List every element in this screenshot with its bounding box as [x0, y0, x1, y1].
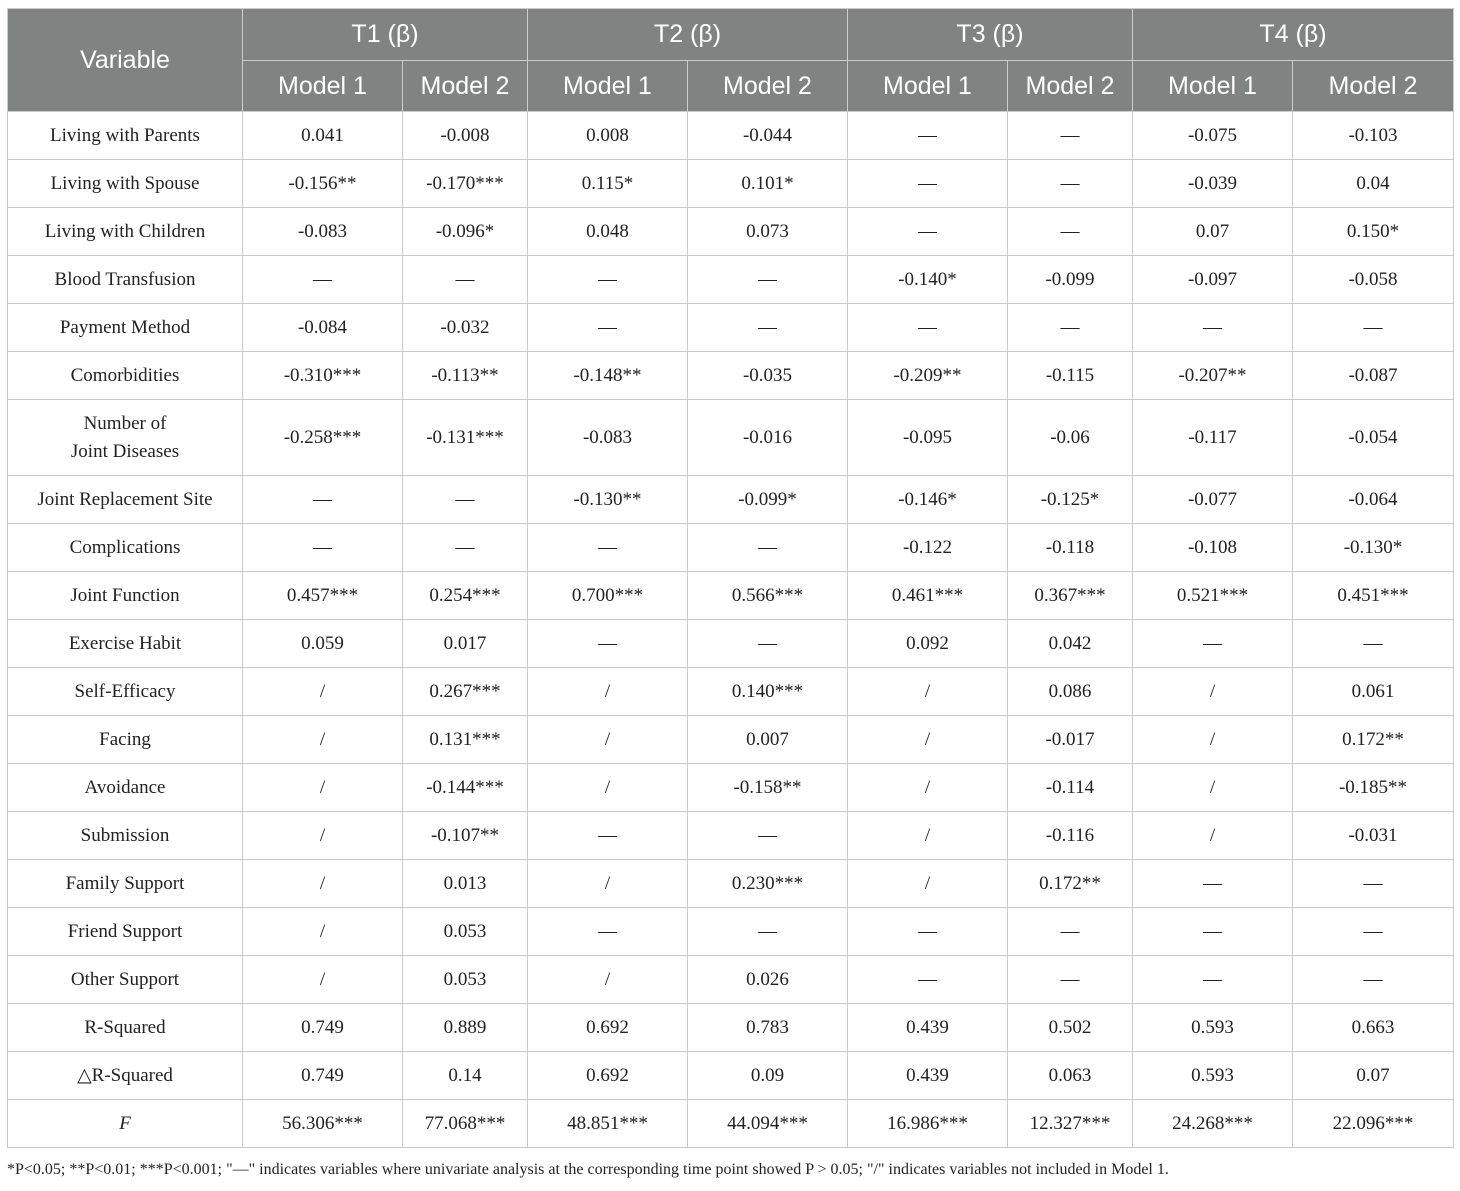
table-cell: —: [243, 256, 403, 304]
table-cell: 0.048: [528, 208, 688, 256]
table-cell: /: [243, 668, 403, 716]
table-row: [8, 112, 1454, 160]
table-cell: -0.064: [1293, 476, 1454, 524]
variable-label-line: Joint Diseases: [70, 440, 180, 462]
table-cell: /: [243, 860, 403, 908]
table-cell: -0.095: [848, 400, 1008, 476]
table-cell: —: [528, 304, 688, 352]
model-header: Model 2: [688, 61, 848, 112]
table-cell: /: [848, 860, 1008, 908]
table-cell: 0.053: [403, 908, 528, 956]
table-cell: -0.054: [1293, 400, 1454, 476]
variable-label: Avoidance: [8, 764, 243, 812]
variable-label: F: [8, 1100, 243, 1148]
table-cell: -0.077: [1133, 476, 1293, 524]
table-cell: /: [848, 812, 1008, 860]
table-cell: —: [1008, 304, 1133, 352]
table-cell: 0.593: [1133, 1004, 1293, 1052]
table-cell: /: [528, 764, 688, 812]
table-cell: 0.053: [403, 956, 528, 1004]
table-cell: -0.170***: [403, 160, 528, 208]
table-cell: 0.092: [848, 620, 1008, 668]
variable-label: Submission: [8, 812, 243, 860]
table-cell: /: [528, 860, 688, 908]
table-cell: 0.451***: [1293, 572, 1454, 620]
table-row: [8, 160, 1454, 208]
table-cell: /: [243, 764, 403, 812]
table-cell: -0.146*: [848, 476, 1008, 524]
table-cell: 56.306***: [243, 1100, 403, 1148]
table-cell: —: [848, 304, 1008, 352]
table-cell: -0.087: [1293, 352, 1454, 400]
table-cell: —: [1008, 908, 1133, 956]
table-cell: -0.083: [528, 400, 688, 476]
table-cell: -0.117: [1133, 400, 1293, 476]
table-cell: 22.096***: [1293, 1100, 1454, 1148]
table-cell: -0.107**: [403, 812, 528, 860]
table-row: [8, 352, 1454, 400]
table-cell: 0.14: [403, 1052, 528, 1100]
table-cell: -0.125*: [1008, 476, 1133, 524]
table-cell: —: [403, 524, 528, 572]
table-cell: —: [1008, 112, 1133, 160]
table-cell: 0.521***: [1133, 572, 1293, 620]
table-cell: 0.439: [848, 1004, 1008, 1052]
model-header: Model 1: [1133, 61, 1293, 112]
table-cell: 0.007: [688, 716, 848, 764]
table-cell: 0.073: [688, 208, 848, 256]
group-header-t2: T2 (β): [528, 9, 848, 61]
table-cell: -0.032: [403, 304, 528, 352]
variable-label: Joint Replacement Site: [8, 476, 243, 524]
regression-table: [7, 8, 1454, 1148]
table-cell: 44.094***: [688, 1100, 848, 1148]
table-cell: 0.041: [243, 112, 403, 160]
table-cell: 0.230***: [688, 860, 848, 908]
table-cell: 77.068***: [403, 1100, 528, 1148]
table-cell: /: [1133, 668, 1293, 716]
table-cell: —: [528, 812, 688, 860]
table-cell: -0.130**: [528, 476, 688, 524]
table-cell: /: [243, 812, 403, 860]
model-header: Model 1: [243, 61, 403, 112]
table-cell: 0.461***: [848, 572, 1008, 620]
table-cell: 0.457***: [243, 572, 403, 620]
model-header: Model 2: [403, 61, 528, 112]
table-cell: -0.144***: [403, 764, 528, 812]
table-cell: 0.026: [688, 956, 848, 1004]
variable-label: Other Support: [8, 956, 243, 1004]
table-cell: -0.116: [1008, 812, 1133, 860]
table-cell: —: [1008, 160, 1133, 208]
table-cell: -0.031: [1293, 812, 1454, 860]
table-cell: -0.008: [403, 112, 528, 160]
table-cell: —: [1293, 620, 1454, 668]
table-cell: —: [403, 256, 528, 304]
table-cell: 0.086: [1008, 668, 1133, 716]
table-row: [8, 764, 1454, 812]
table-cell: —: [848, 160, 1008, 208]
table-cell: —: [528, 908, 688, 956]
table-cell: 0.783: [688, 1004, 848, 1052]
table-cell: /: [528, 956, 688, 1004]
table-cell: /: [243, 716, 403, 764]
table-cell: -0.156**: [243, 160, 403, 208]
table-cell: 0.101*: [688, 160, 848, 208]
table-cell: -0.185**: [1293, 764, 1454, 812]
table-cell: 0.566***: [688, 572, 848, 620]
table-cell: —: [403, 476, 528, 524]
table-cell: /: [848, 764, 1008, 812]
table-cell: —: [848, 956, 1008, 1004]
table-row: [8, 304, 1454, 352]
group-header-t1: T1 (β): [243, 9, 528, 61]
table-cell: -0.058: [1293, 256, 1454, 304]
table-cell: -0.114: [1008, 764, 1133, 812]
table-row: [8, 668, 1454, 716]
table-cell: /: [848, 716, 1008, 764]
table-cell: /: [1133, 764, 1293, 812]
table-cell: -0.207**: [1133, 352, 1293, 400]
variable-label: Blood Transfusion: [8, 256, 243, 304]
table-cell: 0.663: [1293, 1004, 1454, 1052]
table-row: [8, 1052, 1454, 1100]
variable-label: R-Squared: [8, 1004, 243, 1052]
table-cell: 0.059: [243, 620, 403, 668]
table-cell: 0.749: [243, 1052, 403, 1100]
table-cell: —: [1293, 304, 1454, 352]
table-cell: —: [688, 620, 848, 668]
table-cell: —: [1008, 956, 1133, 1004]
model-header: Model 1: [848, 61, 1008, 112]
table-row: [8, 476, 1454, 524]
table-cell: 0.008: [528, 112, 688, 160]
table-cell: /: [243, 956, 403, 1004]
table-cell: -0.115: [1008, 352, 1133, 400]
group-header-t3: T3 (β): [848, 9, 1133, 61]
model-header: Model 2: [1008, 61, 1133, 112]
table-cell: 0.042: [1008, 620, 1133, 668]
table-row: [8, 908, 1454, 956]
table-cell: —: [528, 524, 688, 572]
table-cell: 0.254***: [403, 572, 528, 620]
table-cell: -0.118: [1008, 524, 1133, 572]
table-row: [8, 400, 1454, 476]
variable-label: △R-Squared: [8, 1052, 243, 1100]
table-cell: —: [528, 620, 688, 668]
table-row: [8, 620, 1454, 668]
table-cell: 0.439: [848, 1052, 1008, 1100]
table-cell: -0.148**: [528, 352, 688, 400]
variable-label: [8, 400, 243, 476]
variable-label: Exercise Habit: [8, 620, 243, 668]
variable-label: Living with Spouse: [8, 160, 243, 208]
table-cell: 0.07: [1293, 1052, 1454, 1100]
table-cell: 0.063: [1008, 1052, 1133, 1100]
table-cell: -0.158**: [688, 764, 848, 812]
table-cell: -0.084: [243, 304, 403, 352]
table-cell: -0.096*: [403, 208, 528, 256]
table-cell: -0.140*: [848, 256, 1008, 304]
table-cell: -0.035: [688, 352, 848, 400]
table-cell: 0.700***: [528, 572, 688, 620]
table-row: [8, 1100, 1454, 1148]
table-cell: -0.310***: [243, 352, 403, 400]
variable-label: Living with Parents: [8, 112, 243, 160]
table-cell: /: [1133, 812, 1293, 860]
model-header: Model 2: [1293, 61, 1454, 112]
table-cell: —: [688, 812, 848, 860]
table-cell: 48.851***: [528, 1100, 688, 1148]
table-cell: /: [848, 668, 1008, 716]
table-cell: 0.115*: [528, 160, 688, 208]
table-cell: -0.016: [688, 400, 848, 476]
table-cell: -0.017: [1008, 716, 1133, 764]
table-cell: -0.122: [848, 524, 1008, 572]
table-cell: 0.09: [688, 1052, 848, 1100]
table-cell: —: [688, 524, 848, 572]
table-body: [8, 112, 1454, 1148]
table-cell: -0.103: [1293, 112, 1454, 160]
variable-label: Self-Efficacy: [8, 668, 243, 716]
variable-label: Family Support: [8, 860, 243, 908]
table-header: [8, 9, 1454, 112]
table-cell: —: [243, 524, 403, 572]
table-cell: -0.209**: [848, 352, 1008, 400]
variable-label: Facing: [8, 716, 243, 764]
table-cell: —: [1133, 908, 1293, 956]
table-row: [8, 256, 1454, 304]
table-cell: —: [1133, 304, 1293, 352]
table-cell: 0.692: [528, 1004, 688, 1052]
table-cell: —: [1008, 208, 1133, 256]
table-cell: —: [528, 256, 688, 304]
variable-label: Complications: [8, 524, 243, 572]
table-row: [8, 572, 1454, 620]
table-cell: -0.097: [1133, 256, 1293, 304]
table-cell: —: [688, 908, 848, 956]
variable-label-line: Number of: [83, 412, 167, 434]
table-cell: -0.083: [243, 208, 403, 256]
table-cell: 0.267***: [403, 668, 528, 716]
table-row: [8, 1004, 1454, 1052]
table-cell: 12.327***: [1008, 1100, 1133, 1148]
table-cell: 16.986***: [848, 1100, 1008, 1148]
table-cell: 0.172**: [1008, 860, 1133, 908]
table-cell: 0.749: [243, 1004, 403, 1052]
variable-label: Comorbidities: [8, 352, 243, 400]
table-cell: -0.06: [1008, 400, 1133, 476]
variable-header: Variable: [8, 9, 243, 112]
table-cell: —: [1293, 860, 1454, 908]
table-cell: -0.108: [1133, 524, 1293, 572]
table-row: [8, 524, 1454, 572]
table-cell: —: [1293, 908, 1454, 956]
table-cell: 0.593: [1133, 1052, 1293, 1100]
table-cell: 0.140***: [688, 668, 848, 716]
table-cell: -0.113**: [403, 352, 528, 400]
table-cell: 0.013: [403, 860, 528, 908]
table-row: [8, 812, 1454, 860]
table-row: [8, 956, 1454, 1004]
table-cell: /: [243, 908, 403, 956]
variable-label: Friend Support: [8, 908, 243, 956]
table-cell: /: [528, 668, 688, 716]
table-cell: —: [848, 112, 1008, 160]
table-cell: —: [1133, 956, 1293, 1004]
table-cell: -0.075: [1133, 112, 1293, 160]
table-cell: 24.268***: [1133, 1100, 1293, 1148]
table-cell: 0.692: [528, 1052, 688, 1100]
table-row: [8, 860, 1454, 908]
table-row: [8, 716, 1454, 764]
table-cell: —: [1133, 860, 1293, 908]
table-cell: /: [528, 716, 688, 764]
table-cell: 0.889: [403, 1004, 528, 1052]
table-cell: —: [848, 908, 1008, 956]
table-cell: 0.061: [1293, 668, 1454, 716]
table-cell: -0.258***: [243, 400, 403, 476]
table-cell: —: [688, 256, 848, 304]
table-cell: —: [688, 304, 848, 352]
table-cell: -0.130*: [1293, 524, 1454, 572]
table-cell: —: [1133, 620, 1293, 668]
table-cell: 0.131***: [403, 716, 528, 764]
table-cell: —: [243, 476, 403, 524]
group-header-t4: T4 (β): [1133, 9, 1454, 61]
table-cell: -0.131***: [403, 400, 528, 476]
table-cell: 0.04: [1293, 160, 1454, 208]
table-cell: -0.099: [1008, 256, 1133, 304]
table-cell: —: [848, 208, 1008, 256]
table-cell: —: [1293, 956, 1454, 1004]
table-cell: 0.07: [1133, 208, 1293, 256]
table-footnote: *P<0.05; **P<0.01; ***P<0.001; "—" indicates variables where univariate analysis at the corresponding time point showed P > 0.05; "/" indicates variables not included in Model 1.: [7, 1161, 1169, 1178]
table-cell: 0.172**: [1293, 716, 1454, 764]
variable-label: Payment Method: [8, 304, 243, 352]
table-cell: 0.502: [1008, 1004, 1133, 1052]
variable-label: Joint Function: [8, 572, 243, 620]
table-cell: 0.150*: [1293, 208, 1454, 256]
table-cell: -0.039: [1133, 160, 1293, 208]
table-cell: /: [1133, 716, 1293, 764]
table-cell: -0.099*: [688, 476, 848, 524]
table-row: [8, 208, 1454, 256]
table-cell: -0.044: [688, 112, 848, 160]
variable-label: Living with Children: [8, 208, 243, 256]
model-header: Model 1: [528, 61, 688, 112]
table-cell: 0.017: [403, 620, 528, 668]
table-cell: 0.367***: [1008, 572, 1133, 620]
